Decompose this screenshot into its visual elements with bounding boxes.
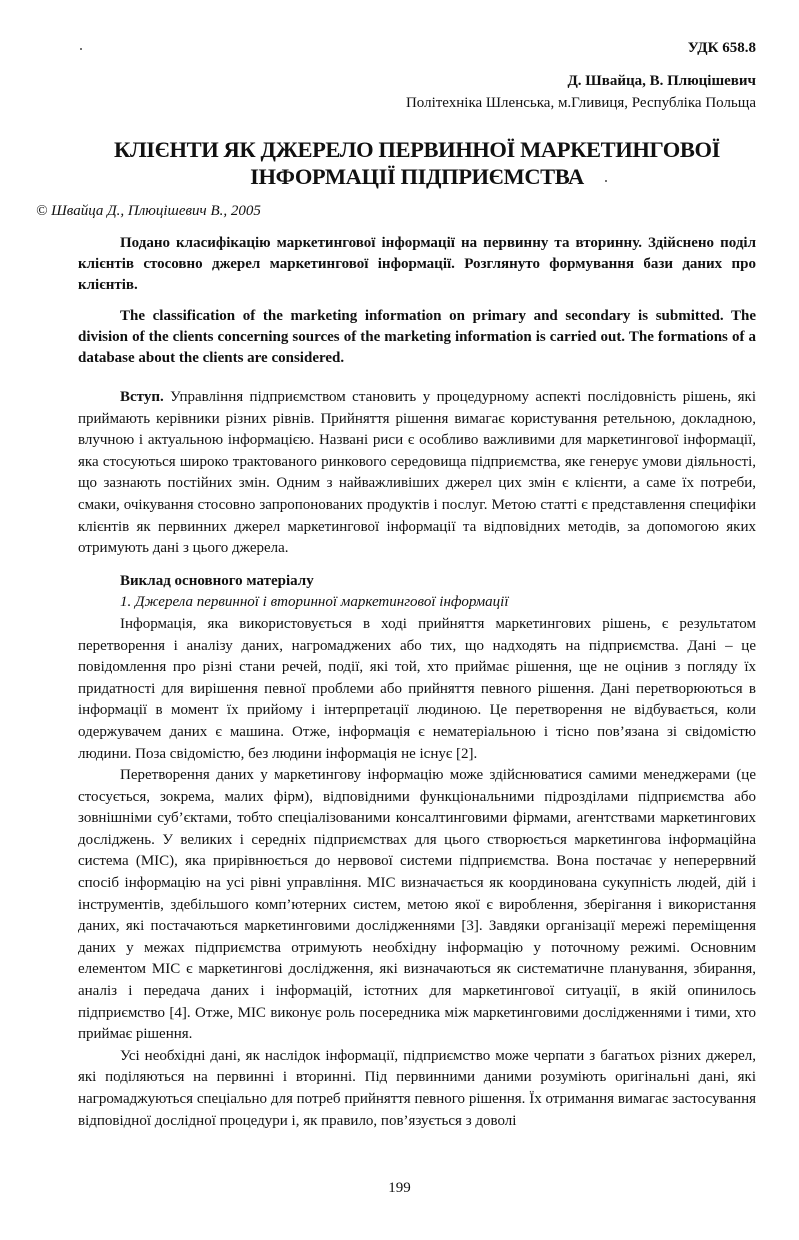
authors: Д. Швайца, В. Плюцішевич bbox=[567, 73, 756, 89]
abstract-ukrainian: Подано класифікацію маркетингової інформації на первинну та вторинну. Здійснено поділ клієнтів стосовно джерел маркетингової інформації. Розглянуто формування бази даних про клієнтів. bbox=[78, 235, 756, 293]
body-paragraph: Інформація, яка використовується в ході прийняття маркетингових рішень, є результатом перетворення і аналізу даних, нагромаджених або тих, що надходять на підприємства. Дані – це повідомлення про різні стани речей, події, які той, хто приймає рішення, ще не оцінив з погляду їх придатності для вирішення певної проблеми або прийняття певного рішення. Дані перетворюються в інформації в момент їх прийому і інтерпретації людиною. Це перетворення не відбувається, коли одержувачем даних є машина. Отже, інформація є нематеріальною і тісно пов’язана зі свідомістю людини. Поза свідомістю, без людини інформація не існує [2]. bbox=[78, 615, 756, 762]
title-line-1: КЛІЄНТИ ЯК ДЖЕРЕЛО ПЕРВИННОЇ МАРКЕТИНГОВОЇ bbox=[114, 137, 720, 162]
abstract-english: The classification of the marketing information on primary and secondary is submitted. The division of the clients concerning sources of the marketing information is carried out. The formations of a database about the clients are considered. bbox=[78, 308, 756, 366]
copyright: © Швайца Д., Плюцішевич В., 2005 bbox=[36, 203, 261, 219]
udk-code: УДК 658.8 bbox=[687, 40, 756, 56]
affiliation: Політехніка Шленська, м.Гливиця, Республіка Польща bbox=[405, 95, 756, 111]
page-number: 199 bbox=[388, 1180, 411, 1196]
article-title bbox=[78, 136, 756, 190]
section-heading: Виклад основного матеріалу bbox=[120, 572, 314, 589]
intro-text: Управління підприємством становить у процедурному аспекті послідовність рішень, які приймають керівники різних рівнів. Прийняття рішення вимагає користування ретельною, докладною, влучною і актуальною інформацією. Названі риси є особливо важливими для маркетингової інформації, яка стосуються широко трактованого ринкового середовища підприємства, яке генерує умови діяльності, що зазнають постійних змін. Одним з найважливіших джерел цих змін є клієнти, а саме їх потреби, смаки, очікування стосовно запропонованих продуктів і послуг. Метою статті є представлення специфіки клієнтів як первинних джерел маркетингової інформації та відповідних методів, за допомогою яких отримують дані з цього джерела. bbox=[78, 389, 756, 557]
body-paragraph: Усі необхідні дані, як наслідок інформації, підприємство може черпати з багатьох різних джерел, які поділяються на первинні і вторинні. Під первинними даними розуміють оригінальні дані, які нагромаджуються спеціально для потреб прийняття певного рішення. Їх отримання вимагає застосування відповідної дослідної процедури і, як правило, пов’язується з доволі bbox=[78, 1047, 756, 1129]
scan-speck bbox=[605, 180, 607, 182]
scan-speck bbox=[80, 48, 82, 50]
subsection-heading: 1. Джерела первинної і вторинної маркетингової інформації bbox=[120, 594, 509, 611]
intro-paragraph bbox=[78, 387, 756, 560]
article-body bbox=[78, 387, 756, 1132]
title-line-2: ІНФОРМАЦІЇ ПІДПРИЄМСТВА bbox=[250, 164, 584, 189]
intro-lead: Вступ. bbox=[120, 389, 164, 405]
body-paragraph: Перетворення даних у маркетингову інформацію може здійснюватися самими менеджерами (це стосується, зокрема, малих фірм), відповідними функціональними підрозділами підприємства або зовнішніми суб’єктами, тобто спеціалізованими консалтинговими фірмами, агентствами маркетингових досліджень. У великих і середніх підприємствах для цього створюється маркетингова інформаційна система (МІС), яка прирівнюється до нервової системи підприємства. Вона постачає у неперервний спосіб інформацію на усі рівні управління. МІС визначається як координована сукупність людей, дій і інструментів, здебільшого комп’ютерних систем, метою якої є вироблення, зберігання і використання даних, які постачаються маркетинговими дослідженнями [3]. Завдяки організації мережі переміщення даних у межах підприємства отримують необхідну інформацію у поточному режимі. Основним елементом МІС є маркетингові дослідження, які визначаються як систематичне планування, збирання, аналіз і передача даних і інформацій, істотних для маркетингової ситуації, в якій опинилось підприємство [4]. Отже, МІС виконує роль посередника між маркетинговими дослідженнями і тими, хто приймає рішення. bbox=[78, 767, 756, 1043]
